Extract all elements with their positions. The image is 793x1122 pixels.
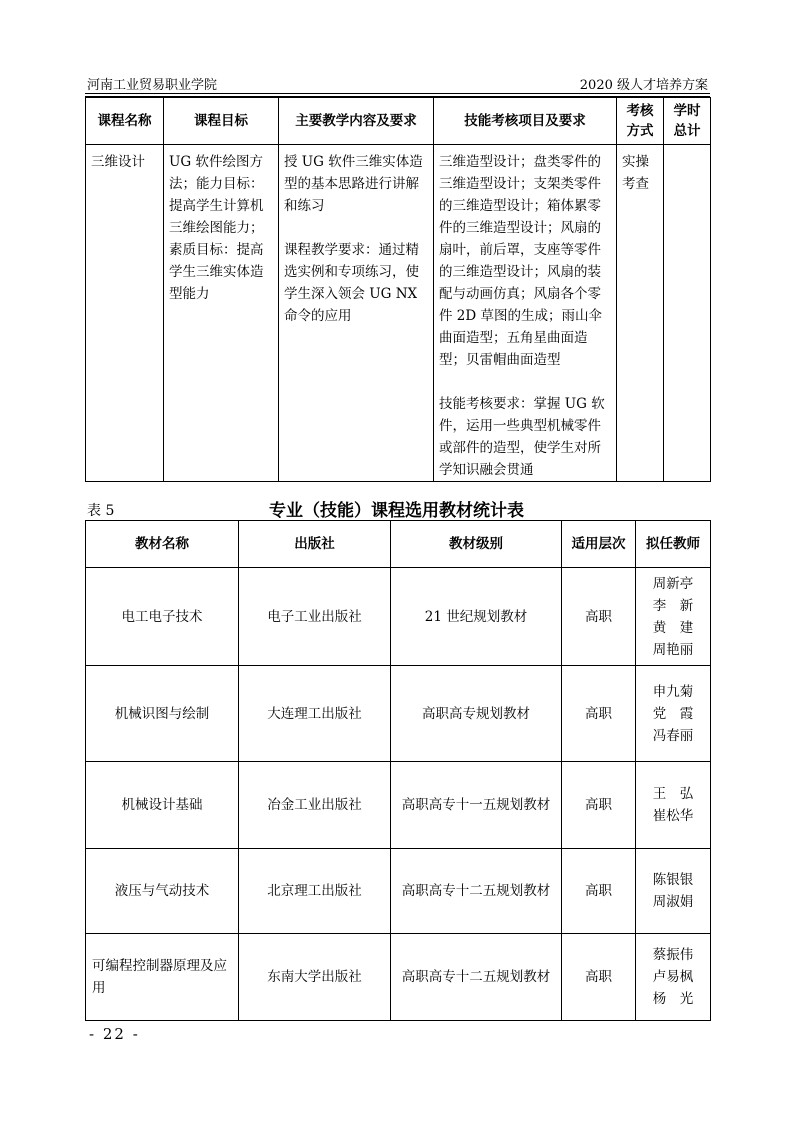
table-row bbox=[86, 568, 711, 666]
cell-skill-assessment bbox=[434, 145, 617, 482]
col-total-hours bbox=[664, 98, 711, 145]
col-course-goal: 课程目标 bbox=[164, 98, 279, 145]
cell-textbook-name: 液压与气动技术 bbox=[86, 849, 239, 934]
teacher-name: 党 霞 bbox=[652, 705, 694, 722]
cell-tier: 高职 bbox=[562, 762, 636, 849]
table-row bbox=[86, 666, 711, 762]
col-total-hours-line2: 总计 bbox=[673, 123, 701, 139]
col-assessment-method bbox=[617, 98, 664, 145]
cell-textbook-name: 机械识图与绘制 bbox=[86, 666, 239, 762]
teacher-name: 陈银银 bbox=[652, 872, 694, 888]
course-detail-table bbox=[85, 97, 711, 482]
cell-tier: 高职 bbox=[562, 849, 636, 934]
cell-textbook-name: 电工电子技术 bbox=[86, 568, 239, 666]
teacher-name: 李 新 bbox=[652, 597, 694, 614]
cell-course-name: 三维设计 bbox=[86, 145, 164, 482]
teacher-name: 崔松华 bbox=[652, 808, 694, 824]
textbook-table bbox=[85, 520, 711, 1021]
cell-teachers bbox=[636, 568, 711, 666]
cell-teachers bbox=[636, 666, 711, 762]
cell-teachers bbox=[636, 762, 711, 849]
cell-teachers bbox=[636, 849, 711, 934]
cell-total-hours bbox=[664, 145, 711, 482]
cell-assessment-method bbox=[617, 145, 664, 482]
table-number-label: 表 5 bbox=[87, 503, 115, 519]
cell-textbook-name: 机械设计基础 bbox=[86, 762, 239, 849]
table-row bbox=[86, 145, 711, 482]
col-publisher: 出版社 bbox=[239, 521, 391, 568]
skills-paragraph-2: 技能考核要求：掌握 UG 软件，运用一些典型机械零件或部件的造型，使学生对所学知识融会贯通 bbox=[439, 396, 605, 478]
cell-level: 高职高专十一五规划教材 bbox=[391, 762, 562, 849]
teacher-name: 黄 建 bbox=[652, 619, 694, 636]
table-title: 专业（技能）课程选用教材统计表 bbox=[269, 501, 524, 521]
cell-textbook-name: 可编程控制器原理及应用 bbox=[86, 934, 239, 1021]
teacher-name: 蔡振伟 bbox=[652, 947, 694, 963]
skills-paragraph-1: 三维造型设计；盘类零件的三维造型设计；支架类零件的三维造型设计；箱体累零件的三维造型设计；风扇的扇叶，前后罩，支座等零件的三维造型设计；风扇的装配与动画仿真；风扇各个零件 2D 草图的生成；雨山伞曲面造型；五角星曲面造型；贝雷帽曲面造型 bbox=[439, 154, 602, 368]
teacher-name: 周淑娟 bbox=[652, 894, 694, 910]
textbook-table-header-row bbox=[86, 521, 711, 568]
cell-teachers bbox=[636, 934, 711, 1021]
teacher-name: 杨 光 bbox=[652, 991, 694, 1007]
method-line-1: 实操 bbox=[622, 154, 649, 170]
teacher-name: 申九菊 bbox=[652, 683, 694, 700]
method-line-2: 考查 bbox=[622, 176, 649, 192]
col-assessment-method-line1: 考核 bbox=[626, 103, 654, 119]
col-skill-assessment: 技能考核项目及要求 bbox=[434, 98, 617, 145]
cell-level: 高职高专规划教材 bbox=[391, 666, 562, 762]
teacher-name: 王 弘 bbox=[652, 786, 694, 802]
table-row bbox=[86, 762, 711, 849]
teacher-name: 冯春丽 bbox=[652, 727, 694, 744]
col-applicable-tier: 适用层次 bbox=[562, 521, 636, 568]
cell-tier: 高职 bbox=[562, 666, 636, 762]
cell-level: 21 世纪规划教材 bbox=[391, 568, 562, 666]
cell-tier: 高职 bbox=[562, 568, 636, 666]
cell-level: 高职高专十二五规划教材 bbox=[391, 934, 562, 1021]
table-row bbox=[86, 849, 711, 934]
cell-main-content bbox=[279, 145, 434, 482]
cell-tier: 高职 bbox=[562, 934, 636, 1021]
teacher-name: 卢易枫 bbox=[652, 969, 694, 985]
cell-level: 高职高专十二五规划教材 bbox=[391, 849, 562, 934]
cell-publisher: 北京理工出版社 bbox=[239, 849, 391, 934]
col-total-hours-line1: 学时 bbox=[673, 103, 701, 119]
table-row bbox=[86, 934, 711, 1021]
cell-course-goal: UG 软件绘图方法；能力目标：提高学生计算机三维绘图能力；素质目标：提高学生三维实体造型能力 bbox=[164, 145, 279, 482]
col-teachers: 拟任教师 bbox=[636, 521, 711, 568]
content-paragraph-2: 课程教学要求：通过精选实例和专项练习，使学生深入领会 UG NX 命令的应用 bbox=[284, 242, 419, 324]
col-course-name: 课程名称 bbox=[86, 98, 164, 145]
cell-publisher: 电子工业出版社 bbox=[239, 568, 391, 666]
cell-publisher: 大连理工出版社 bbox=[239, 666, 391, 762]
header-plan-title: 2020 级人才培养方案 bbox=[579, 78, 708, 93]
page-number: - 22 - bbox=[89, 1025, 140, 1043]
col-textbook-name: 教材名称 bbox=[86, 521, 239, 568]
col-main-content: 主要教学内容及要求 bbox=[279, 98, 434, 145]
col-textbook-level: 教材级别 bbox=[391, 521, 562, 568]
teacher-name: 周艳丽 bbox=[652, 641, 694, 658]
header-school-name: 河南工业贸易职业学院 bbox=[87, 78, 218, 93]
cell-publisher: 东南大学出版社 bbox=[239, 934, 391, 1021]
cell-publisher: 冶金工业出版社 bbox=[239, 762, 391, 849]
header-rule-thin bbox=[85, 93, 710, 94]
course-table-header-row bbox=[86, 98, 711, 145]
col-assessment-method-line2: 方式 bbox=[626, 123, 654, 139]
content-paragraph-1: 授 UG 软件三维实体造型的基本思路进行讲解和练习 bbox=[284, 154, 423, 214]
teacher-name: 周新亭 bbox=[652, 575, 694, 592]
